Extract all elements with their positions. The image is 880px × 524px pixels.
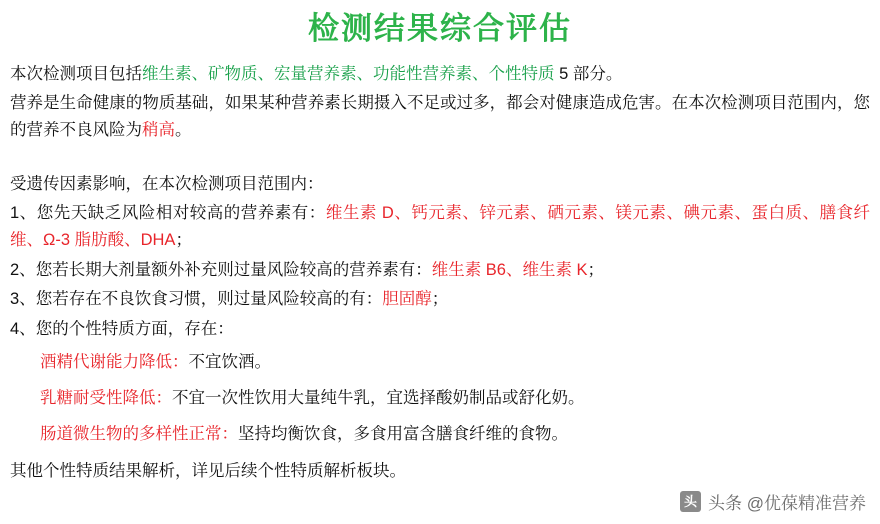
list-item <box>10 316 870 343</box>
list-tail: ； <box>587 260 605 279</box>
trait-advice: 不宜饮酒。 <box>188 352 271 371</box>
watermark-text: 头条 @优葆精准营养 <box>708 494 866 513</box>
trait-line <box>40 385 870 411</box>
intro-items: 维生素、矿物质、宏量营养素、功能性营养素、个性特质 <box>142 65 555 84</box>
risk-text-part2: 。 <box>175 120 192 139</box>
list-index: 1、 <box>10 204 37 223</box>
list-index: 2、 <box>10 260 36 279</box>
page-title: 检测结果综合评估 <box>308 11 572 46</box>
list-value: 维生素 B6、维生素 K <box>431 260 588 279</box>
trait-line <box>40 349 870 375</box>
trait-advice: 坚持均衡饮食，多食用富含膳食纤维的食物。 <box>238 425 568 444</box>
list-label: 您若存在不良饮食习惯，则过量风险较高的有： <box>35 290 383 309</box>
intro-prefix: 本次检测项目包括 <box>10 65 142 84</box>
list-label: 您若长期大剂量额外补充则过量风险较高的营养素有： <box>35 260 432 279</box>
trait-line <box>40 421 870 447</box>
risk-text-part1: 营养是生命健康的物质基础，如果某种营养素长期摄入不足或过多，都会对健康造成危害。在本次检测项目范围内，您的营养不良风险为 <box>10 93 870 139</box>
list-item <box>10 200 870 253</box>
list-label: 您先天缺乏风险相对较高的营养素有： <box>36 204 326 223</box>
spacer <box>10 145 870 171</box>
traits-block <box>40 349 870 448</box>
list-value: 胆固醇 <box>382 290 432 309</box>
list-item <box>10 286 870 313</box>
nutrition-risk-paragraph <box>10 90 870 143</box>
trait-name: 酒精代谢能力降低： <box>40 352 189 371</box>
trait-name: 肠道微生物的多样性正常： <box>40 425 238 444</box>
list-tail: ； <box>431 290 449 309</box>
list-tail: ； <box>175 230 192 249</box>
intro-suffix: 5 部分。 <box>554 65 623 84</box>
watermark <box>680 489 866 514</box>
list-item <box>10 257 870 284</box>
list-label: 您的个性特质方面，存在： <box>35 319 234 338</box>
list-index: 3、 <box>10 290 36 309</box>
footer-note: 其他个性特质结果解析，详见后续个性特质解析板块。 <box>10 461 406 480</box>
risk-level: 稍高 <box>142 120 175 139</box>
list-value: 维生素 D、钙元素、锌元素、硒元素、镁元素、碘元素、蛋白质、膳食纤维、Ω-3 脂肪酸、DHA <box>10 204 871 249</box>
intro-paragraph <box>10 61 870 88</box>
list-index: 4、 <box>10 319 36 338</box>
trait-name: 乳糖耐受性降低： <box>40 389 172 408</box>
trait-advice: 不宜一次性饮用大量纯牛乳，宜选择酸奶制品或舒化奶。 <box>172 389 585 408</box>
genetic-heading: 受遗传因素影响，在本次检测项目范围内： <box>10 175 324 194</box>
toutiao-icon: 头 <box>680 491 701 512</box>
